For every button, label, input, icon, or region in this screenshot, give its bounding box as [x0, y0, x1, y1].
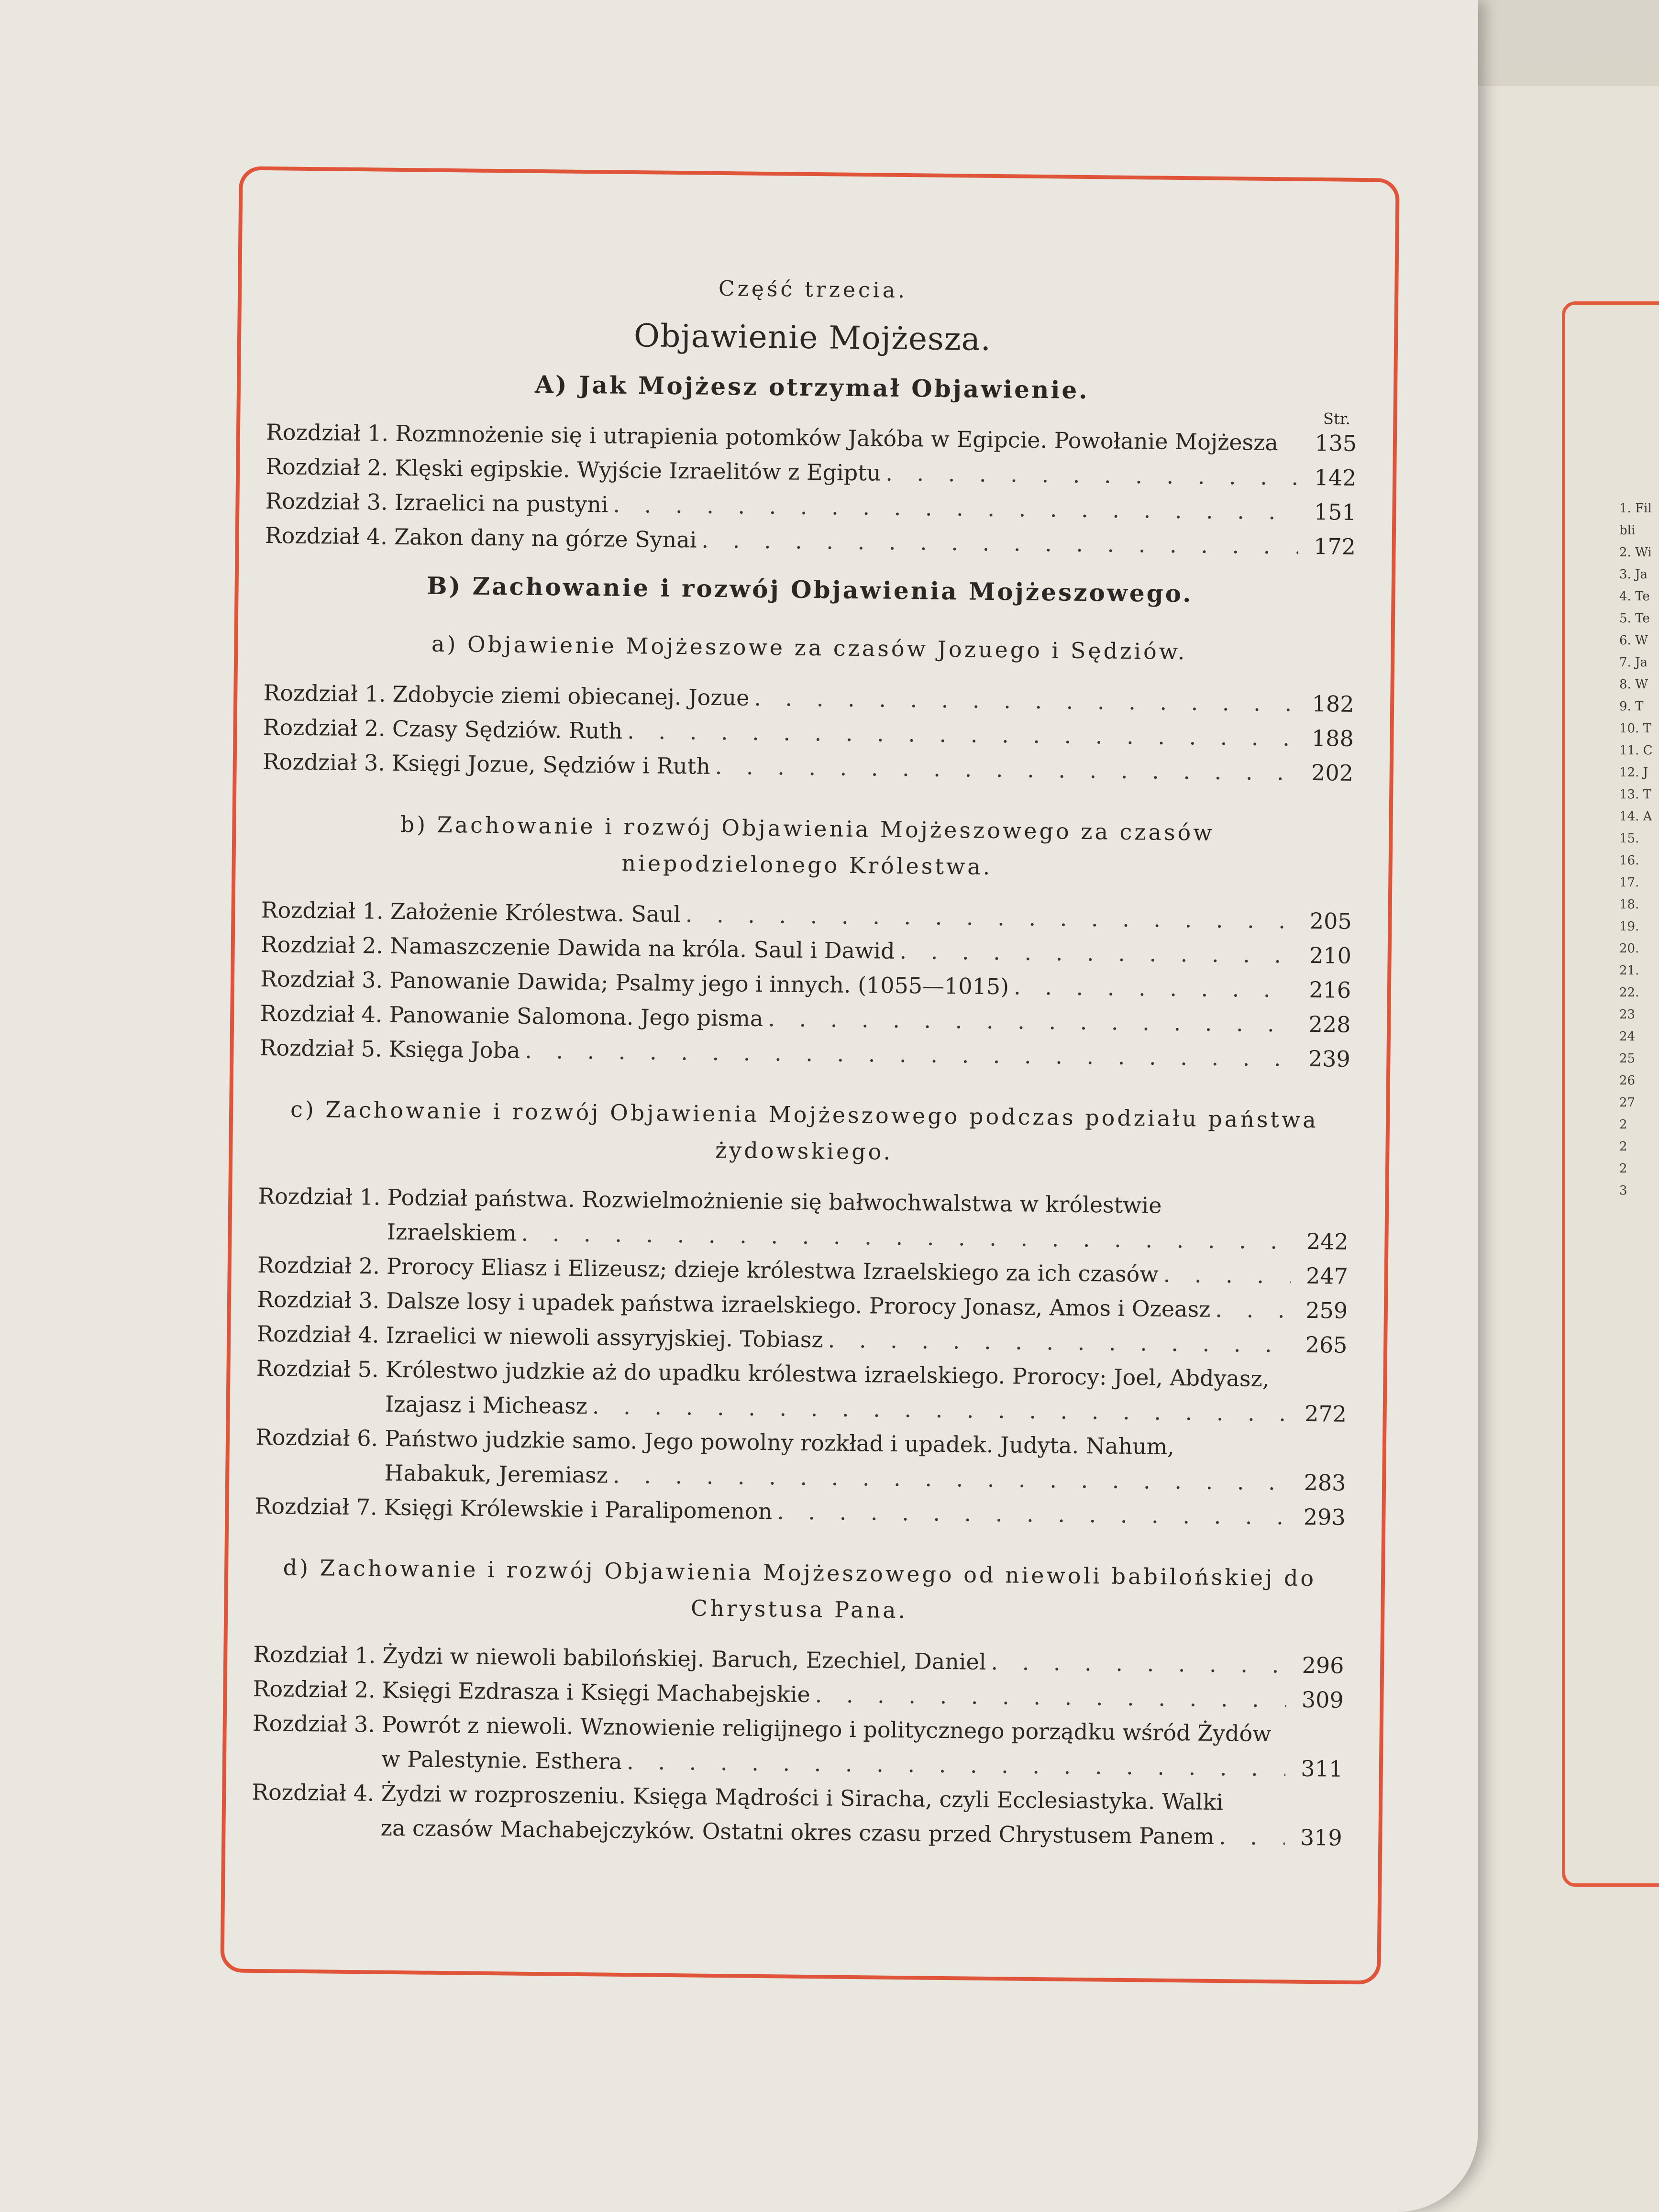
entry-title: Habakuk, Jeremiasz: [384, 1460, 608, 1488]
page-number: 283: [1304, 1469, 1346, 1496]
page-number: 242: [1306, 1228, 1349, 1255]
dot-leader: [885, 456, 1299, 495]
dot-leader: [525, 1033, 1293, 1076]
page-number: 228: [1308, 1011, 1351, 1038]
entry-body: [380, 1776, 1342, 1855]
dot-leader: [715, 749, 1296, 790]
chapter-label: Rozdział 6.: [255, 1424, 378, 1451]
entry-body: [385, 1352, 1347, 1431]
chapter-label: Rozdział 2.: [265, 453, 388, 481]
chapter-label: Rozdział 4.: [260, 1000, 383, 1028]
adjacent-list-item: 9. T: [1619, 699, 1644, 714]
entry-title: Czasy Sędziów. Ruth: [392, 715, 623, 744]
chapter-label: Rozdział 3.: [262, 749, 386, 776]
chapter-label: Rozdział 4.: [265, 522, 388, 550]
dot-leader: [754, 681, 1297, 721]
page-number: 319: [1300, 1824, 1342, 1851]
adjacent-list-item: 3. Ja: [1619, 567, 1648, 582]
entry-title: Żydzi w niewoli babilońskiej. Baruch, Ezechiel, Daniel: [382, 1642, 986, 1675]
toc-entry: [255, 1420, 1346, 1500]
entry-body: [384, 1421, 1346, 1500]
adjacent-list-item: 13. T: [1619, 787, 1651, 802]
chapter-label: Rozdział 2.: [257, 1251, 380, 1279]
adjacent-list-item: 21.: [1619, 963, 1639, 978]
page-number: 239: [1308, 1045, 1351, 1072]
section-heading: A) Jak Mojżesz otrzymał Objawienie.: [534, 370, 1089, 405]
chapter-label: Rozdział 1.: [253, 1641, 376, 1669]
entry-title: Izraelici w niewoli assyryjskiej. Tobiasz: [386, 1322, 824, 1353]
page-number: 272: [1304, 1400, 1347, 1427]
page-number: 182: [1312, 690, 1354, 717]
chapter-label: Rozdział 3.: [265, 488, 388, 515]
entry-title: Księga Joba: [388, 1036, 520, 1063]
subsection-heading: b) Zachowanie i rozwój Objawienia Mojżeszowego za czasów niepodzielonego Królestwa.: [400, 811, 1215, 880]
adjacent-list-item: 19.: [1619, 919, 1639, 934]
adjacent-list-item: 12. J: [1619, 765, 1648, 780]
adjacent-list-item: 2. Wi: [1619, 545, 1652, 560]
page-number: 135: [1315, 430, 1357, 456]
adjacent-list-item: 2: [1619, 1161, 1627, 1176]
adjacent-list-item: 10. T: [1619, 721, 1651, 736]
page-number: 309: [1301, 1686, 1344, 1713]
page-number: 259: [1305, 1297, 1348, 1324]
entry-body: [381, 1707, 1343, 1786]
chapter-label: Rozdział 2.: [263, 714, 386, 741]
page-number: 142: [1314, 464, 1357, 491]
adjacent-list-item: 2: [1619, 1139, 1627, 1154]
chapter-label: Rozdział 2.: [253, 1675, 376, 1703]
page-number: 311: [1301, 1755, 1343, 1782]
subsection-heading: d) Zachowanie i rozwój Objawienia Mojżeszowego od niewoli babilońskiej do Chrystusa Pana.: [283, 1554, 1316, 1624]
dot-leader: [777, 1494, 1288, 1534]
chapter-label: Rozdział 3.: [257, 1286, 380, 1314]
chapter-label: Rozdział 2.: [260, 931, 384, 959]
dot-leader: [899, 934, 1294, 973]
page-number: 265: [1305, 1331, 1348, 1358]
entry-title: Księgi Jozue, Sędziów i Ruth: [391, 750, 711, 779]
adjacent-list-item: 11. C: [1619, 743, 1653, 758]
page-number: 216: [1309, 976, 1351, 1003]
adjacent-list-item: 20.: [1619, 941, 1639, 956]
adjacent-list-item: 17.: [1619, 875, 1639, 890]
entry-title-line: Powrót z niewoli. Wznowienie religijnego i politycznego porządku wśród Żydów: [381, 1711, 1272, 1747]
adjacent-list-item: 3: [1619, 1183, 1627, 1198]
dot-leader: [991, 1645, 1287, 1682]
subsection-heading: c) Zachowanie i rozwój Objawienia Mojżeszowego podczas podziału państwa żydowskiego.: [290, 1096, 1319, 1165]
dot-leader: [1163, 1257, 1291, 1293]
page-number: 293: [1303, 1504, 1346, 1530]
entry-title: Dalsze losy i upadek państwa izraelskiego. Prorocy Jonasz, Amos i Ozeasz: [386, 1287, 1211, 1322]
adjacent-list-item: bli: [1619, 523, 1636, 538]
entry-title: Panowanie Salomona. Jego pisma: [389, 1001, 763, 1031]
entry-title-line: Państwo judzkie samo. Jego powolny rozkład i upadek. Judyta. Nahum,: [385, 1425, 1175, 1460]
chapter-label: Rozdział 1.: [261, 896, 384, 924]
adjacent-list-item: 1. Fil: [1619, 501, 1652, 516]
table-of-contents: [251, 262, 1358, 1855]
dot-leader: [1219, 1819, 1285, 1854]
entry-title: Izraelici na pustyni: [394, 489, 608, 518]
adjacent-page-list: [1619, 498, 1659, 1202]
entry-title: Namaszczenie Dawida na króla. Saul i Dawid: [389, 932, 895, 964]
toc-entry: [251, 1775, 1342, 1855]
dot-leader: [768, 1001, 1294, 1041]
adjacent-list-item: 24: [1619, 1029, 1636, 1044]
page-number: 151: [1314, 498, 1356, 525]
page-number: 202: [1311, 759, 1354, 786]
adjacent-list-item: 23: [1619, 1007, 1636, 1022]
entry-title: Klęski egipskie. Wyjście Izraelitów z Egiptu: [395, 454, 881, 486]
adjacent-list-item: 16.: [1619, 853, 1639, 868]
entry-title: Założenie Królestwa. Saul: [390, 898, 681, 928]
adjacent-list-item: 14. A: [1619, 809, 1652, 824]
page-number: 205: [1309, 907, 1352, 934]
adjacent-list-item: 18.: [1619, 897, 1639, 912]
entry-title: Zdobycie ziemi obiecanej. Jozue: [392, 681, 750, 711]
entry-title: w Palestynie. Esthera: [381, 1746, 622, 1774]
page-title: Objawienie Mojżesza.: [633, 317, 992, 358]
chapter-label: Rozdział 3.: [252, 1710, 376, 1737]
entry-title-line: Królestwo judzkie aż do upadku królestwa izraelskiego. Prorocy: Joel, Abdyasz,: [385, 1356, 1270, 1392]
sections-container: [251, 367, 1357, 1855]
chapter-label: Rozdział 1.: [263, 680, 386, 707]
page-number: 296: [1302, 1652, 1344, 1679]
chapter-label: Rozdział 4.: [256, 1320, 379, 1348]
dot-leader: [815, 1677, 1286, 1716]
entry-title: Panowanie Dawida; Psalmy jego i innych. (1055—1015): [389, 967, 1009, 1000]
page-number: 172: [1313, 533, 1356, 560]
chapter-label: Rozdział 1.: [258, 1183, 381, 1210]
toc-entry: [257, 1179, 1349, 1259]
adjacent-list-item: 27: [1619, 1095, 1636, 1110]
page-number: 210: [1309, 942, 1352, 969]
chapter-label: Rozdział 1.: [266, 419, 389, 446]
chapter-label: Rozdział 5.: [259, 1034, 382, 1062]
page-number: 188: [1311, 725, 1354, 752]
dot-leader: [1215, 1292, 1291, 1327]
entry-title-line: Żydzi w rozproszeniu. Księga Mądrości i Siracha, czyli Ecclesiastyka. Walki: [381, 1780, 1224, 1815]
dot-leader: [1014, 969, 1294, 1006]
entry-title-line: Podział państwa. Rozwielmożnienie się bałwochwalstwa w królestwie: [387, 1184, 1162, 1218]
page-number: 247: [1305, 1262, 1349, 1289]
dot-leader: [701, 523, 1298, 564]
entry-title: Izajasz i Micheasz: [385, 1391, 588, 1419]
entry-title: Prorocy Eliasz i Elizeusz; dzieje królestwa Izraelskiego za ich czasów: [386, 1253, 1159, 1287]
entry-title: za czasów Machabejczyków. Ostatni okres czasu przed Chrystusem Panem: [380, 1814, 1215, 1849]
section-heading: B) Zachowanie i rozwój Objawienia Mojżeszowego.: [427, 571, 1193, 608]
entry-title: Rozmnożenie się i utrapienia potomków Jakóba w Egipcie. Powołanie Mojżesza: [395, 420, 1279, 456]
adjacent-list-item: 22.: [1619, 985, 1639, 1000]
adjacent-list-item: 8. W: [1619, 677, 1648, 692]
dot-leader: [828, 1322, 1290, 1361]
adjacent-list-item: 26: [1619, 1073, 1636, 1088]
adjacent-list-item: 4. Te: [1619, 589, 1650, 604]
subsection-heading: a) Objawienie Mojżeszowe za czasów Jozuego i Sędziów.: [431, 630, 1187, 665]
adjacent-list-item: 25: [1619, 1051, 1636, 1066]
chapter-label: Rozdział 5.: [256, 1355, 379, 1382]
adjacent-list-item: 15.: [1619, 831, 1639, 846]
adjacent-list-item: 6. W: [1619, 633, 1648, 648]
spacer: [1278, 450, 1304, 451]
adjacent-list-item: 7. Ja: [1619, 655, 1648, 670]
adjacent-list-item: 5. Te: [1619, 611, 1650, 626]
chapter-label: Rozdział 4.: [252, 1779, 375, 1806]
entry-title: Izraelskiem: [387, 1218, 517, 1246]
entry-title: Księgi Ezdrasza i Księgi Machabejskie: [382, 1677, 811, 1708]
dot-leader: [685, 897, 1294, 938]
chapter-label: Rozdział 3.: [260, 965, 383, 993]
entry-title: Księgi Królewskie i Paralipomenon: [384, 1494, 773, 1525]
entry-title: Zakon dany na górze Synai: [394, 523, 697, 553]
part-label: Część trzecia.: [718, 276, 908, 303]
chapter-label: Rozdział 7.: [254, 1493, 377, 1520]
toc-entry: [256, 1351, 1347, 1431]
toc-entry: [252, 1706, 1343, 1786]
adjacent-list-item: 2: [1619, 1117, 1627, 1132]
page-column-label: Str.: [1323, 409, 1350, 428]
entry-body: [387, 1180, 1349, 1259]
